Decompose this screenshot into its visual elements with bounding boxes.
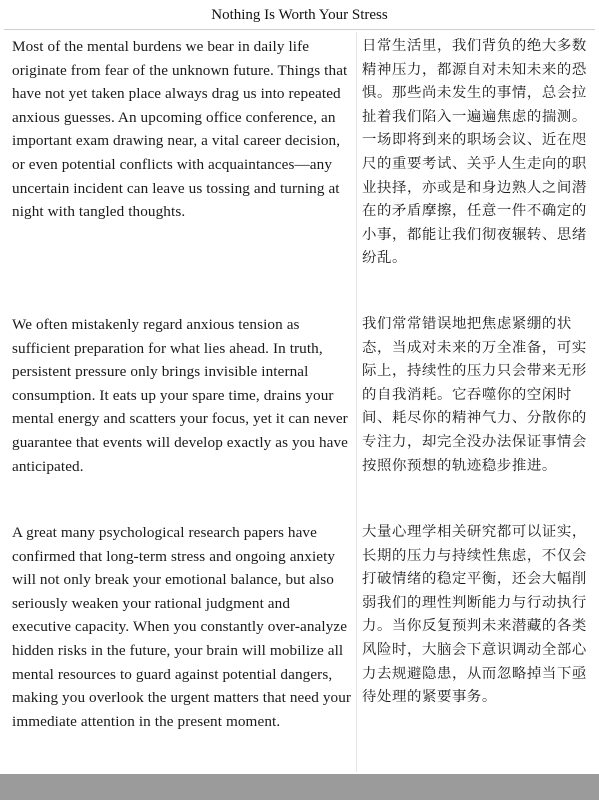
paragraph-2-chinese: 我们常常错误地把焦虑紧绷的状态，当成对未来的万全准备，可实际上，持续性的压力只会带来无形的自我消耗。它吞噬你的空闲时间、耗尽你的精神气力、分散你的专注力，却完全没办法保证事情会按照你预想的轨迹稳步推进。 (362, 316, 587, 474)
page-header (0, 0, 599, 30)
paragraph-2-english: We often mistakenly regard anxious tension as sufficient preparation for what lies ahead. In truth, persistent pressure only brings invisible internal consumption. It eats up your spare time, drains your mental energy and scatters your focus, yet it can never guarantee that events will develop exactly as you have anticipated. (12, 316, 349, 475)
paragraph-3-english: A great many psychological research papers have confirmed that long-term stress and ongoing anxiety will not only break your emotional balance, but also seriously weaken your rational judgment and executive capacity. When you constantly over-analyze hidden risks in the future, your brain will mobilize all mental resources to guard against potential dangers, making you overlook the urgent matters that need your immediate attention in the present moment. (12, 524, 352, 730)
paragraph-1-chinese: 日常生活里，我们背负的绝大多数精神压力，都源自对未知未来的恐惧。那些尚未发生的事情，总会拉扯着我们陷入一遍遍焦虑的揣测。一场即将到来的职场会议、近在咫尺的重要考试、关乎人生走向的职业抉择，亦或是和身边熟人之间潜在的矛盾摩擦，任意一件不确定的小事，都能让我们彻夜辗转、思绪纷乱。 (362, 38, 587, 267)
paragraph-1-english: Most of the mental burdens we bear in daily life originate from fear of the unknown future. Things that have not yet taken place always drag us into repeated anxious guesses. An upcoming office conference, an important exam drawing near, a vital career decision, or even potential conflicts with acquaintances—any uncertain incident can leave us tossing and turning at night with tangled thoughts. (12, 38, 348, 221)
header-divider (4, 29, 595, 30)
column-divider (356, 32, 357, 772)
page-title: Nothing Is Worth Your Stress (211, 6, 388, 23)
paragraph-3-chinese: 大量心理学相关研究都可以证实，长期的压力与持续性焦虑，不仅会打破情绪的稳定平衡，还会大幅削弱我们的理性判断能力与行动执行力。当你反复预判未来潜藏的各类风险时，大脑会下意识调动全部心力去规避隐患，从而忽略掉当下亟待处理的紧要事务。 (362, 524, 587, 706)
bottom-bar (0, 774, 599, 800)
